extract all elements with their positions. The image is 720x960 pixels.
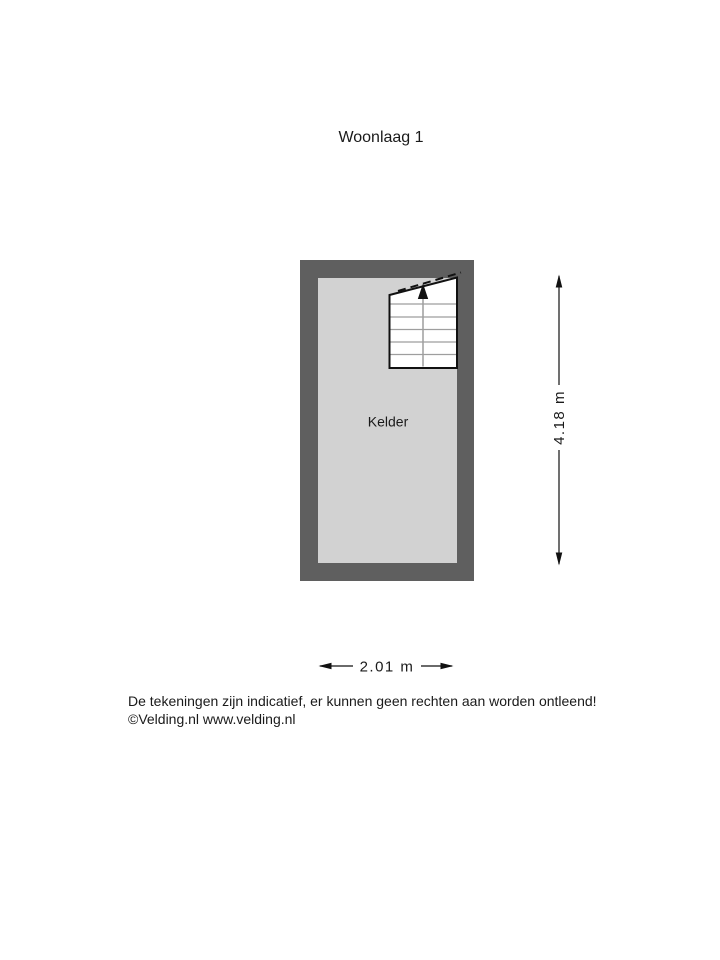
horizontal-dimension <box>319 659 454 676</box>
dimension-arrow-down-icon <box>556 553 563 566</box>
disclaimer-text: De tekeningen zijn indicatief, er kunnen geen rechten aan worden ontleend! <box>128 693 597 709</box>
width-dimension-label: 2.01 m <box>359 658 415 676</box>
dimension-arrow-up-icon <box>556 275 563 288</box>
height-dimension-label: 4.18 m <box>551 390 568 445</box>
dimension-arrow-left-icon <box>319 663 332 670</box>
page-title: Woonlaag 1 <box>338 129 424 146</box>
copyright-text: ©Velding.nl www.velding.nl <box>128 711 296 727</box>
room-label: Kelder <box>367 413 409 430</box>
vertical-dimension <box>551 275 568 566</box>
dimension-arrow-right-icon <box>441 663 454 670</box>
footer <box>128 692 597 728</box>
